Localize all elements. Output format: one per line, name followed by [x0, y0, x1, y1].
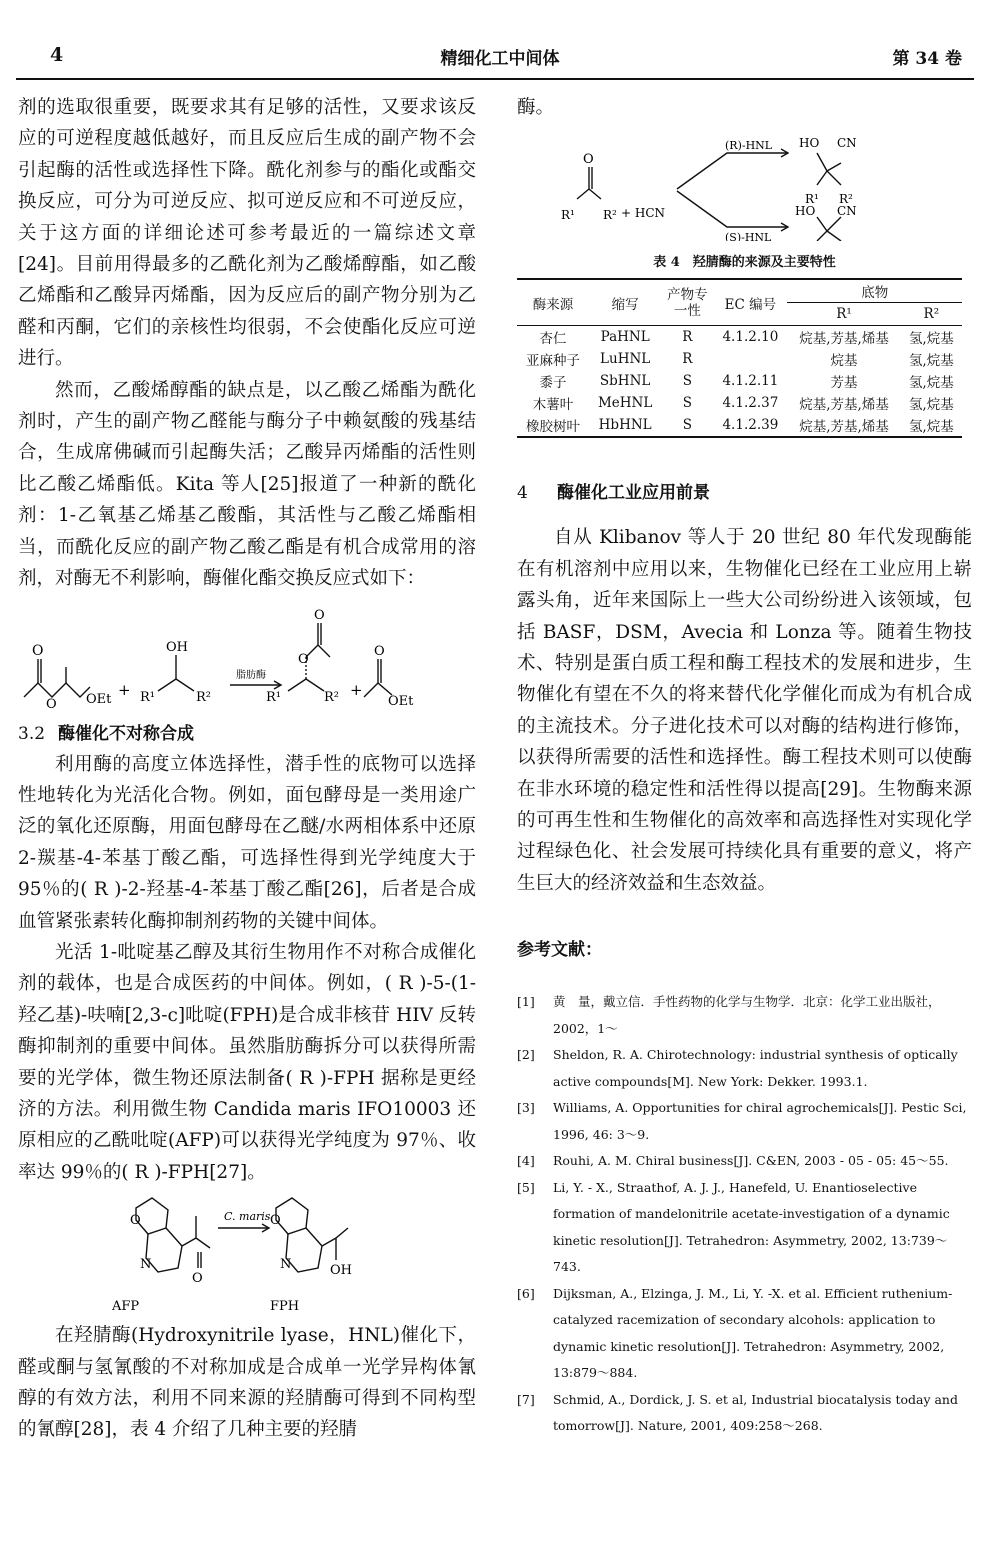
table-caption: 表 4 羟腈酶的来源及主要特性: [653, 255, 836, 271]
r1-label: R¹: [140, 689, 155, 705]
section-heading: [18, 719, 476, 749]
table-cell: MeHNL: [597, 395, 653, 412]
table-cell: 4.1.2.39: [722, 417, 779, 434]
table-cell: 4.1.2.11: [722, 373, 779, 390]
section-heading: [517, 478, 972, 508]
col-header-abbr: 缩写: [611, 296, 639, 313]
reference-item: [517, 1175, 972, 1281]
reference-item: [517, 1095, 972, 1148]
table-cell: 氢,烷基: [908, 331, 954, 348]
r2-label: R²: [839, 192, 853, 207]
reference-text: Dijksman, A., Elzinga, J. M., Li, Y. -X. et al. Efficient ruthenium-catalyzed racemization of secondary alcohols: application to dynamic kinetic resolution[J]. Tetrahedron: Asymmetry, 2002, 13:879～884.: [553, 1285, 953, 1381]
table-cell: SbHNL: [599, 373, 651, 390]
table-cell: PaHNL: [600, 329, 650, 346]
section-number: 3.2: [18, 723, 46, 744]
header-rule: [16, 78, 974, 80]
s-hnl-label: (S)-HNL: [725, 231, 772, 242]
reference-text: 黄 量，戴立信．手性药物的化学与生物学．北京：化学工业出版社，2002，1～: [553, 994, 941, 1036]
catalyst-label: 脂肪酶: [236, 669, 266, 681]
table-cell: R: [682, 329, 693, 346]
reference-number: [7]: [517, 1391, 535, 1407]
carbonyl-o: O: [583, 152, 594, 168]
transesterification-scheme: [18, 595, 476, 715]
carbonyl-o: O: [32, 642, 44, 659]
reference-text: Schmid, A., Dordick, J. S. et al, Industrial biocatalysis today and tomorrow[J]. Nature, 2001, 409:258～268.: [553, 1391, 958, 1434]
r2-label: R²: [324, 689, 339, 705]
reference-list: [517, 989, 972, 1440]
reference-number: [1]: [517, 994, 535, 1010]
section-title: 酶催化工业应用前景: [557, 483, 710, 504]
afp-reduction-scheme: [18, 1188, 476, 1316]
r1-label: R¹: [266, 689, 281, 705]
table-cell: S: [682, 373, 692, 390]
table-cell: 烷基,芳基,烯基: [799, 331, 889, 348]
section-title: 酶催化不对称合成: [58, 723, 194, 744]
references-heading: 参考文献：: [517, 940, 602, 961]
table-cell: 芳基: [830, 375, 858, 392]
r2-label: R²: [196, 689, 211, 705]
cn-label: CN: [837, 204, 857, 219]
reference-item: [517, 1281, 972, 1387]
pyridine-n: N: [140, 1257, 152, 1273]
reference-item: [517, 1387, 972, 1440]
r1-label: R¹: [805, 192, 819, 207]
r2-label: R²: [603, 208, 617, 223]
afp-label: AFP: [112, 1299, 140, 1315]
col-header-r1: R¹: [836, 306, 852, 323]
table-cell: 木薯叶: [532, 397, 574, 414]
catalyst-label: C. maris: [224, 1210, 271, 1224]
table-cell: S: [682, 395, 692, 412]
col-header-ec: EC 编号: [724, 296, 777, 313]
table-cell: 氢,烷基: [908, 375, 954, 392]
running-header: [0, 44, 1000, 74]
oet-label: OEt: [86, 691, 112, 707]
paragraph: 在羟腈酶(Hydroxynitrile lyase，HNL)催化下，醛或酮与氢氰酸的不对称加成是合成单一光学异构体氰醇的有效方法，利用不同来源的羟腈酶可得到不同构型的氰醇[28]，表 4 介绍了几种主要的羟腈: [18, 1325, 476, 1441]
paragraph: 剂的选取很重要，既要求其有足够的活性，又要求该反应的可逆程度越低越好，而且反应后生成的副产物不会引起酶的活性或选择性下降。酰化剂参与的酯化或酯交换反应，可分为可逆反应、拟可逆反应和不可逆反应，关于这方面的详细论述可参考最近的一篇综述文章[24]。目前用得最多的乙酰化剂为乙酸烯醇酯，如乙酸乙烯酯和乙酸异丙烯酯，因为反应后的副产物分别为乙醛和丙酮，它们的亲核性均很弱，不会使酯化反应可逆进行。: [18, 97, 476, 370]
cn-label: CN: [837, 136, 857, 151]
table-cell: R: [682, 351, 693, 368]
reference-number: [4]: [517, 1153, 535, 1169]
oh-label: OH: [330, 1263, 352, 1279]
pyridine-n: N: [280, 1257, 292, 1273]
carbonyl-o: O: [374, 643, 385, 659]
table-row: [517, 326, 962, 349]
table-cell: 4.1.2.37: [722, 395, 779, 412]
plus-sign: +: [350, 680, 363, 699]
reference-number: [2]: [517, 1047, 535, 1063]
reference-item: [517, 1148, 972, 1175]
table-cell: LuHNL: [600, 351, 651, 368]
right-column: [517, 92, 972, 1440]
table-cell: HbHNL: [598, 417, 652, 434]
col-header-config: 产物专一性: [667, 286, 708, 319]
col-header-r2: R²: [923, 306, 940, 323]
left-column: [18, 92, 476, 1446]
cyanohydrin-scheme: [517, 123, 972, 241]
paragraph: 然而，乙酸烯醇酯的缺点是，以乙酸乙烯酯为酰化剂时，产生的副产物乙醛能与酶分子中赖氨酸的残基结合，生成席佛碱而引起酶失活；乙酸异丙烯酯的活性则比乙酸乙烯酯低。Kita 等人[25]报道了一种新的酰化剂：1-乙氧基乙烯基乙酸酯，其活性与乙酸乙烯酯相当，而酰化反应的副产物乙酸乙酯是有机合成常用的溶剂，对酶无不利影响，酶催化酯交换反应式如下：: [18, 379, 476, 590]
reference-text: Williams, A. Opportunities for chiral agrochemicals[J]. Pestic Sci, 1996, 46: 3～9.: [553, 1100, 967, 1142]
table-cell: 氢,烷基: [908, 353, 954, 370]
reference-number: [6]: [517, 1285, 535, 1301]
paragraph: 利用酶的高度立体选择性，潜手性的底物可以选择性地转化为光活化合物。例如，面包酵母是一类用途广泛的氧化还原酶，用面包酵母在乙醚/水两相体系中还原 2-羰基-4-苯基丁酸乙酯，可选择性得到光学纯度大于 95％的( R )-2-羟基-4-苯基丁酸乙酯[26]，后者是合成血管紧张素转化酶抑制剂药物的关键中间体。: [18, 753, 476, 932]
table-cell: 氢,烷基: [908, 397, 954, 414]
oh-label: OH: [166, 639, 188, 655]
journal-title: 精细化工中间体: [440, 49, 560, 69]
paragraph: 酶。: [517, 97, 555, 118]
ester-o: O: [298, 651, 309, 667]
ho-label: HO: [799, 136, 820, 151]
hnl-table: [517, 278, 962, 438]
oet-label: OEt: [388, 693, 414, 709]
reference-text: Li, Y. - X., Straathof, A. J. J., Hanefeld, U. Enantioselective formation of mandelonitrile acetate-investigation of a dynamic kinetic resolution[J]. Tetrahedron: Asymmetry, 2002, 13:739～743.: [553, 1179, 950, 1275]
table-row: [517, 348, 962, 370]
reference-text: Sheldon, R. A. Chirotechnology: industrial synthesis of optically active compounds[M]. New York: Dekker. 1993.1.: [553, 1047, 958, 1089]
table-cell: 橡胶树叶: [525, 419, 580, 436]
col-header-source: 酶来源: [532, 296, 574, 313]
reference-text: Rouhi, A. M. Chiral business[J]. C&EN, 2003 - 05 - 05: 45～55.: [553, 1153, 949, 1169]
furan-o: O: [130, 1213, 141, 1229]
table-row: [517, 414, 962, 437]
table-cell: 杏仁: [539, 331, 567, 348]
table-cell: 亚麻种子: [525, 353, 580, 370]
paragraph: 自从 Klibanov 等人于 20 世纪 80 年代发现酶能在有机溶剂中应用以来，生物催化已经在工业应用上崭露头角，近年来国际上一些大公司纷纷进入该领域，包括 BASF，DSM，Avecia 和 Lonza 等。随着生物技术、特别是蛋白质工程和酶工程技术的发展和进步，生物催化有望在不久的将来替代化学催化而成为有机合成的主流技术。分子进化技术可以对酶的结构进行修饰，以获得所需要的活性和选择性。酶工程技术则可以使酶在非水环境的稳定性和活性得以提高[29]。生物酶来源的可再生性和生物催化的高效率和高选择性对实现化学过程绿色化、社会发展可持续化具有重要的意义，将产生巨大的经济效益和生态效益。: [517, 527, 972, 894]
reference-item: [517, 1042, 972, 1095]
plus-sign: +: [118, 680, 131, 699]
table-cell: 氢,烷基: [908, 419, 954, 436]
table-cell: 4.1.2.10: [722, 329, 779, 346]
table-cell: 烷基,芳基,烯基: [799, 397, 889, 414]
ketone-o: O: [192, 1271, 203, 1287]
reference-number: [5]: [517, 1179, 535, 1195]
table-cell: 黍子: [539, 375, 567, 392]
page-number: 4: [50, 44, 64, 66]
table-cell: 烷基,芳基,烯基: [799, 419, 889, 436]
hcn-label: + HCN: [621, 206, 666, 221]
r-hnl-label: (R)-HNL: [725, 139, 773, 153]
section-number: 4: [517, 483, 528, 504]
fph-label: FPH: [270, 1299, 300, 1315]
table-cell: S: [682, 417, 692, 434]
col-header-substrate: 底物: [787, 279, 962, 303]
table-cell: 烷基: [830, 353, 858, 370]
reference-item: [517, 989, 972, 1042]
table-row: [517, 392, 962, 414]
ho-label: HO: [795, 204, 816, 219]
reference-number: [3]: [517, 1100, 535, 1116]
ester-o: O: [46, 696, 57, 712]
table-row: [517, 370, 962, 392]
volume-label: 第 34 卷: [892, 49, 962, 69]
furan-o: O: [270, 1213, 281, 1229]
carbonyl-o: O: [314, 607, 325, 623]
r1-label: R¹: [561, 208, 575, 223]
table-cell: [713, 348, 787, 370]
paragraph: 光活 1-吡啶基乙醇及其衍生物用作不对称合成催化剂的载体，也是合成医药的中间体。例如，( R )-5-(1-羟乙基)-呋喃[2,3-c]吡啶(FPH)是合成非核苷 HIV 反转酶抑制剂的重要中间体。虽然脂肪酶拆分可以获得所需要的光学体，微生物还原法制备( R )-FPH 据称是更经济的方法。利用微生物 Candida maris IFO10003 还原相应的乙酰吡啶(AFP)可以获得光学纯度为 97％、收率达 99％的( R )-FPH[27]。: [18, 941, 476, 1183]
